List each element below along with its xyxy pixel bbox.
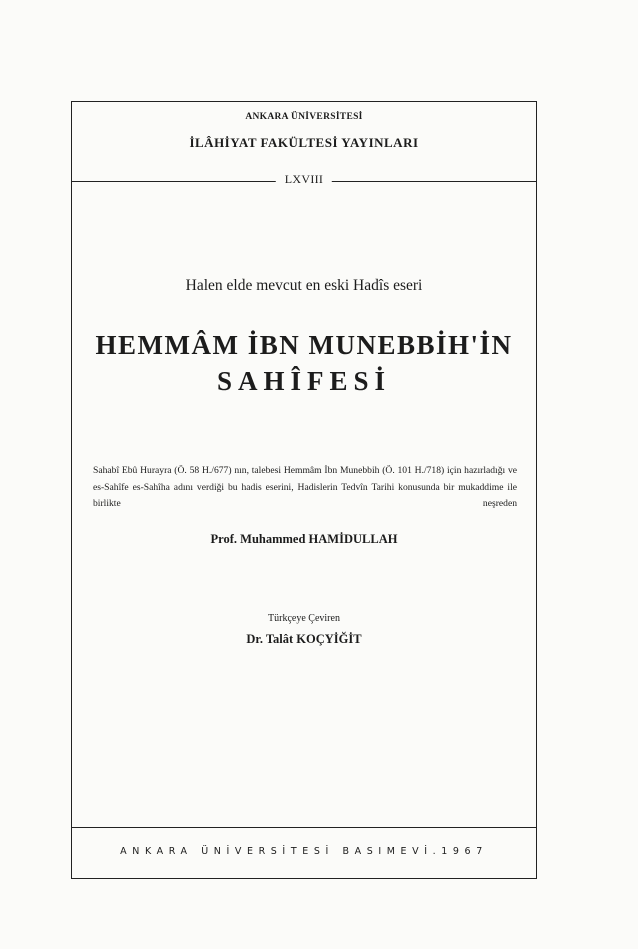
series-number: LXVIII bbox=[276, 172, 332, 187]
book-title-line1: HEMMÂM İBN MUNEBBİH'İN bbox=[95, 330, 513, 360]
author-name: Prof. Muhammed HAMİDULLAH bbox=[210, 532, 398, 546]
book-description: Sahabî Ebû Hurayra (Ö. 58 H./677) nın, talebesi Hemmâm İbn Munebbih (Ö. 101 H./718) için hazırladığı ve es-Sahîfe es-Sahîha adını verdiği bu hadis eserini, Hadislerin Tedvîn Tarihi konusunda bir mukaddime ile birlikte neşreden bbox=[93, 465, 517, 509]
publisher-imprint: ANKARA ÜNİVERSİTESİ BASIMEVİ.1967 bbox=[120, 846, 488, 857]
title-page-frame bbox=[71, 101, 537, 879]
book-subtitle: Halen elde mevcut en eski Hadîs eseri bbox=[185, 277, 423, 294]
book-title-line2: SAHÎFESİ bbox=[216, 366, 392, 396]
footer-divider bbox=[72, 827, 536, 828]
university-name: ANKARA ÜNİVERSİTESİ bbox=[245, 112, 363, 122]
faculty-series-name: İLÂHİYAT FAKÜLTESİ YAYINLARI bbox=[189, 135, 419, 150]
translator-name: Dr. Talât KOÇYİĞİT bbox=[246, 632, 362, 646]
translator-label: Türkçeye Çeviren bbox=[268, 613, 340, 624]
